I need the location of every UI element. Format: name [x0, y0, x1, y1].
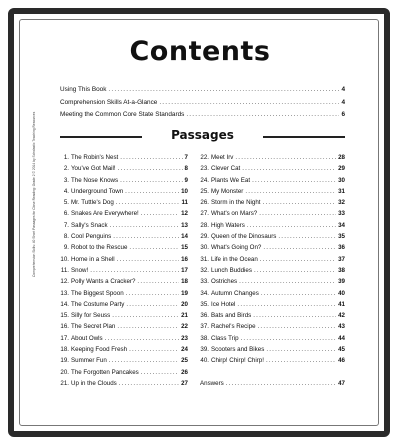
dot-leader — [90, 267, 179, 274]
dot-leader — [235, 154, 336, 161]
entry-number: 24. — [200, 176, 209, 184]
toc-entry — [60, 256, 188, 267]
toc-entry — [60, 233, 188, 244]
entry-number: 2. — [63, 165, 69, 173]
entry-label: Silly for Seuss — [71, 312, 111, 320]
entry-page: 19 — [181, 289, 188, 297]
entry-label: Scooters and Bikes — [211, 346, 265, 354]
entry-number: 26. — [200, 199, 209, 207]
entry-number: 22. — [200, 154, 209, 161]
dot-leader — [119, 380, 179, 387]
entry-page: 41 — [338, 300, 345, 308]
entry-label: Class Trip — [211, 334, 239, 342]
dot-leader — [239, 278, 336, 285]
dot-leader — [113, 233, 179, 240]
toc-entry — [200, 312, 345, 323]
toc-entry — [200, 199, 345, 210]
toc-entry — [60, 267, 188, 278]
entry-page: 32 — [338, 199, 345, 207]
toc-entry — [60, 222, 188, 233]
entry-page: 4 — [341, 98, 345, 106]
entry-number: 16. — [60, 323, 69, 331]
entry-page: 34 — [338, 221, 345, 229]
toc-entry — [200, 188, 345, 199]
toc-entry — [60, 357, 188, 368]
entry-page: 45 — [338, 346, 345, 354]
dot-leader — [112, 312, 179, 319]
dot-leader — [126, 290, 179, 297]
dot-leader — [266, 357, 336, 364]
dot-leader — [141, 369, 179, 376]
entry-label: Snakes Are Everywhere! — [71, 210, 139, 218]
entry-label: High Waters — [211, 221, 245, 229]
toc-entry — [60, 278, 188, 289]
entry-label: You've Got Mail! — [71, 165, 116, 173]
toc-entry — [200, 244, 345, 255]
entry-page: 28 — [338, 154, 345, 161]
entry-page: 9 — [184, 176, 188, 184]
entry-number: 28. — [200, 221, 209, 229]
toc-entry — [60, 210, 188, 221]
entry-page: 15 — [181, 244, 188, 252]
entry-number: 34. — [200, 289, 209, 297]
dot-leader — [278, 233, 336, 240]
dot-leader — [116, 199, 180, 206]
entry-page: 31 — [338, 187, 345, 195]
toc-entry — [60, 323, 188, 334]
dot-leader — [258, 323, 337, 330]
section-heading — [60, 128, 345, 144]
entry-number: 3. — [63, 176, 69, 184]
dot-leader — [252, 177, 336, 184]
entry-label: Snow! — [71, 266, 89, 274]
dot-leader — [120, 177, 182, 184]
toc-entry — [200, 301, 345, 312]
entry-label: The Forgotten Pancakes — [71, 368, 139, 376]
entry-label: Cool Penguins — [71, 233, 112, 241]
entry-label: Summer Fun — [71, 357, 107, 365]
entry-number: 20. — [60, 368, 69, 376]
entry-label: Bats and Birds — [211, 312, 252, 320]
toc-entry — [60, 165, 188, 176]
entry-page: 8 — [184, 165, 188, 173]
entry-label: Answers — [200, 379, 224, 387]
toc-entry — [60, 244, 188, 255]
entry-number: 8. — [63, 233, 69, 241]
entry-page: 11 — [181, 199, 188, 207]
toc-entry — [200, 278, 345, 289]
section-heading-text: Passages — [171, 128, 234, 142]
entry-number: 30. — [200, 244, 209, 252]
dot-leader — [247, 222, 336, 229]
entry-page: 26 — [181, 368, 188, 376]
dot-leader — [186, 111, 339, 118]
entry-number: 5. — [63, 199, 69, 207]
dot-leader — [261, 290, 336, 297]
entry-label: Up in the Clouds — [71, 379, 117, 387]
entry-label: Sally's Snack — [71, 221, 108, 229]
entry-page: 44 — [338, 334, 345, 342]
toc-entry — [200, 369, 345, 380]
entry-page: 13 — [181, 221, 188, 229]
entry-label: Rachel's Recipe — [211, 323, 256, 331]
entry-page: 47 — [338, 379, 345, 387]
page-title: Contents — [129, 36, 271, 67]
entry-number: 14. — [60, 300, 69, 308]
entry-page: 22 — [181, 323, 188, 331]
entry-number: 7. — [63, 221, 69, 229]
entry-page: 17 — [181, 266, 188, 274]
entry-label: Meeting the Common Core State Standards — [60, 111, 185, 118]
entry-label: The Secret Plan — [71, 323, 116, 331]
dot-leader — [260, 256, 336, 263]
entry-label: The Robin's Nest — [71, 154, 119, 161]
entry-page: 30 — [338, 176, 345, 184]
toc-entry — [60, 111, 345, 124]
toc-entry — [200, 323, 345, 334]
entry-page: 21 — [181, 312, 188, 320]
dot-leader — [125, 188, 179, 195]
side-credit: Comprehension Skills: 40 Short Passages for Close Reading: Grade 2 © 2014 by Scholastic Teaching Resources — [32, 111, 36, 277]
toc-entry — [60, 290, 188, 301]
entry-number: 21. — [60, 379, 69, 387]
entry-label: Home in a Shell — [71, 255, 115, 263]
toc-entry — [200, 210, 345, 221]
dot-leader — [109, 357, 179, 364]
entry-number: 23. — [200, 165, 209, 173]
entry-label: Plants We Eat — [211, 176, 251, 184]
entry-number: 10. — [60, 255, 69, 263]
entry-page: 35 — [338, 233, 345, 241]
entry-label: Mr. Tuttle's Dog — [71, 199, 114, 207]
entry-number: 33. — [200, 278, 209, 286]
dot-leader — [245, 188, 336, 195]
entry-label: Polly Wants a Cracker? — [71, 278, 136, 286]
entry-page: 10 — [181, 187, 188, 195]
entry-number: 39. — [200, 346, 209, 354]
dot-leader — [226, 380, 336, 387]
entry-page: 6 — [341, 111, 345, 118]
entry-page: 38 — [338, 266, 345, 274]
dot-leader — [253, 312, 336, 319]
toc-entry — [200, 177, 345, 188]
entry-page: 36 — [338, 244, 345, 252]
entry-page: 25 — [181, 357, 188, 365]
toc-entry — [60, 335, 188, 346]
toc-entry — [200, 256, 345, 267]
entry-label: Storm in the Night — [211, 199, 261, 207]
toc-entry — [60, 154, 188, 165]
entry-label: Meet Irv — [211, 154, 234, 161]
entry-page: 24 — [181, 346, 188, 354]
entry-label: Clever Cat — [211, 165, 241, 173]
entry-page: 27 — [181, 379, 188, 387]
entry-label: About Owls — [71, 334, 103, 342]
entry-number: 11. — [60, 266, 69, 274]
dot-leader — [118, 165, 183, 172]
entry-label: My Monster — [211, 187, 244, 195]
passages-column-left — [60, 154, 188, 391]
entry-number: 27. — [200, 210, 209, 218]
toc-entry — [60, 380, 188, 391]
entry-page: 42 — [338, 312, 345, 320]
entry-number: 36. — [200, 312, 209, 320]
entry-number: 31. — [200, 255, 209, 263]
entry-number: 25. — [200, 187, 209, 195]
entry-page: 23 — [181, 334, 188, 342]
entry-number: 13. — [60, 289, 69, 297]
entry-label: Comprehension Skills At-a-Glance — [60, 98, 158, 106]
entry-label: The Costume Party — [71, 300, 125, 308]
entry-number: 4. — [63, 187, 69, 195]
dot-leader — [266, 346, 336, 353]
entry-label: Using This Book — [60, 86, 107, 93]
heading-rule-right — [263, 136, 345, 138]
dot-leader — [117, 323, 179, 330]
entry-page: 20 — [181, 300, 188, 308]
dot-leader — [141, 210, 179, 217]
entry-page: 37 — [338, 255, 345, 263]
dot-leader — [237, 301, 336, 308]
toc-entry — [200, 357, 345, 368]
dot-leader — [110, 222, 180, 229]
entry-page: 29 — [338, 165, 345, 173]
toc-entry — [60, 177, 188, 188]
entry-label: What's Going On? — [211, 244, 262, 252]
toc-entry — [60, 346, 188, 357]
dot-leader — [254, 267, 336, 274]
entry-number: 38. — [200, 334, 209, 342]
toc-entry — [60, 369, 188, 380]
dot-leader — [129, 346, 179, 353]
entry-label: Autumn Changes — [211, 289, 259, 297]
entry-number: 35. — [200, 300, 209, 308]
toc-entry — [60, 301, 188, 312]
toc-entry — [200, 233, 345, 244]
passages-column-right — [200, 154, 345, 391]
entry-number: 17. — [60, 334, 69, 342]
toc-entry — [60, 199, 188, 210]
toc-entry — [60, 86, 345, 99]
toc-entry — [200, 346, 345, 357]
entry-page: 16 — [181, 255, 188, 263]
entry-page: 39 — [338, 278, 345, 286]
entry-page: 46 — [338, 357, 345, 365]
entry-number: 18. — [60, 346, 69, 354]
entry-label: Queen of the Dinosaurs — [211, 233, 277, 241]
entry-number: 12. — [60, 278, 69, 286]
entry-label: Ice Hotel — [211, 300, 236, 308]
entry-page: 12 — [181, 210, 188, 218]
entry-page: 18 — [181, 278, 188, 286]
toc-entry — [60, 312, 188, 323]
dot-leader — [259, 210, 336, 217]
toc-entry — [200, 165, 345, 176]
entry-label: The Biggest Spoon — [71, 289, 124, 297]
entry-label: The Nose Knows — [71, 176, 119, 184]
entry-number: 9. — [63, 244, 69, 252]
entry-number: 29. — [200, 233, 209, 241]
entry-number: 1. — [63, 154, 69, 161]
entry-label: Keeping Food Fresh — [71, 346, 128, 354]
toc-entry — [200, 154, 345, 165]
toc-entry — [200, 222, 345, 233]
entry-page: 33 — [338, 210, 345, 218]
toc-entry — [200, 267, 345, 278]
dot-leader — [263, 199, 337, 206]
toc-entry — [60, 99, 345, 112]
entry-label: Robot to the Rescue — [71, 244, 128, 252]
entry-number: 37. — [200, 323, 209, 331]
dot-leader — [117, 256, 179, 263]
entry-number: 32. — [200, 266, 209, 274]
entry-label: Lunch Buddies — [211, 266, 252, 274]
dot-leader — [108, 86, 339, 93]
dot-leader — [137, 278, 179, 285]
entry-label: What's on Mars? — [211, 210, 258, 218]
dot-leader — [105, 335, 179, 342]
dot-leader — [129, 244, 179, 251]
toc-entry — [200, 335, 345, 346]
front-matter-list — [60, 86, 345, 124]
entry-page: 43 — [338, 323, 345, 331]
entry-page: 40 — [338, 289, 345, 297]
dot-leader — [120, 154, 182, 161]
dot-leader — [241, 335, 337, 342]
toc-entry — [200, 380, 345, 391]
entry-label: Chirp! Chirp! Chirp! — [211, 357, 264, 365]
entry-page: 14 — [181, 233, 188, 241]
entry-label: Underground Town — [71, 187, 124, 195]
entry-number: 15. — [60, 312, 69, 320]
entry-page: 7 — [184, 154, 188, 161]
entry-label: Ostriches — [211, 278, 238, 286]
entry-number: 40. — [200, 357, 209, 365]
toc-entry — [200, 290, 345, 301]
dot-leader — [126, 301, 179, 308]
entry-number: 19. — [60, 357, 69, 365]
dot-leader — [242, 165, 336, 172]
entry-number: 6. — [63, 210, 69, 218]
dot-leader — [263, 244, 336, 251]
toc-entry — [60, 188, 188, 199]
dot-leader — [159, 99, 339, 106]
entry-label: Life in the Ocean — [211, 255, 258, 263]
entry-page: 4 — [341, 86, 345, 93]
